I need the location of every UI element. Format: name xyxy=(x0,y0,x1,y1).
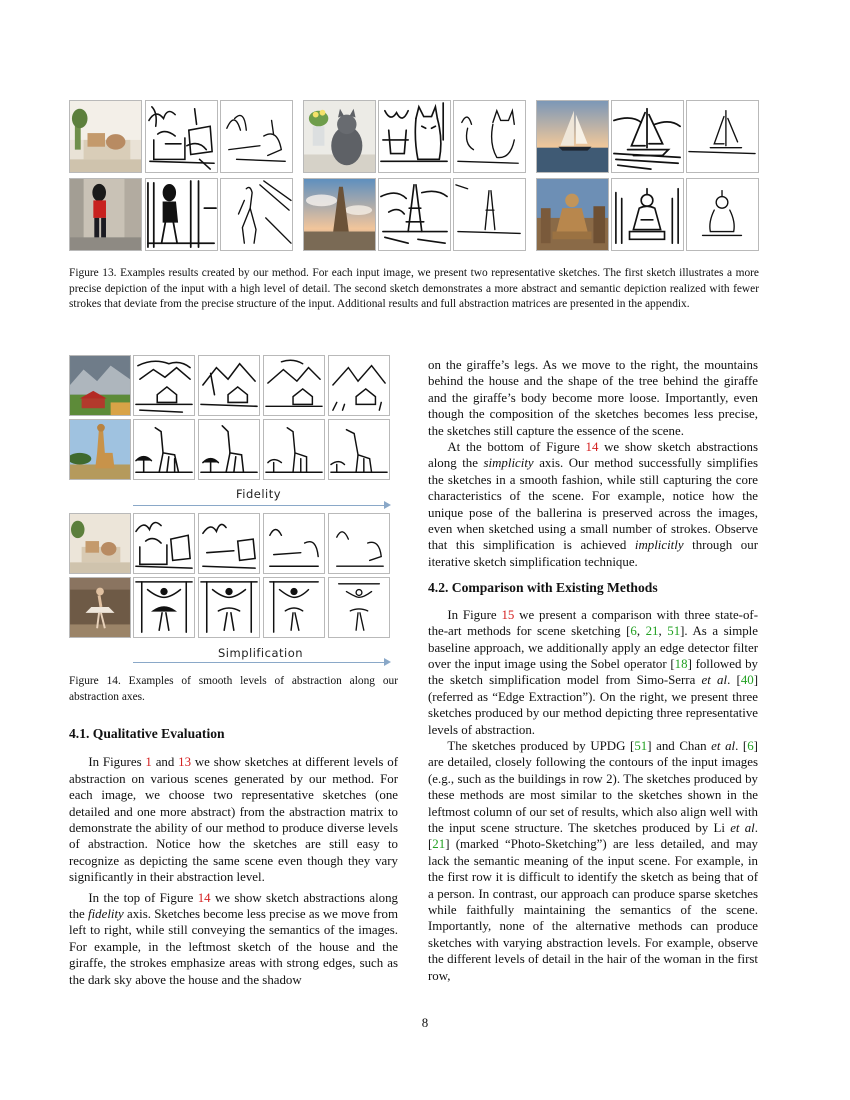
text: . [ xyxy=(428,820,758,852)
text: , xyxy=(636,624,646,639)
section-4-2-heading: 4.2. Comparison with Existing Methods xyxy=(428,580,658,596)
sketch-cat-abstract xyxy=(453,100,526,173)
sketch-ballerina-simplify-4 xyxy=(328,577,390,638)
text: In the top of Figure xyxy=(88,890,198,905)
figure-13-caption-label: Figure 13. xyxy=(69,267,117,279)
sketch-house-fidelity-4 xyxy=(328,355,390,416)
text: we show sketch abstractions along the xyxy=(69,890,398,922)
sketch-living-room-abstract xyxy=(220,100,293,173)
emphasis-et-al: et al xyxy=(701,673,728,688)
text: At the bottom of Figure xyxy=(447,440,586,455)
sketch-buddha-detailed xyxy=(611,178,684,251)
text: The sketches produced by UPDG [ xyxy=(447,738,635,753)
sketch-buddha-abstract xyxy=(686,178,759,251)
simplification-axis-label: Simplification xyxy=(218,646,304,660)
photo-guard xyxy=(69,178,142,251)
section-4-1-heading: 4.1. Qualitative Evaluation xyxy=(69,726,225,741)
sketch-giraffe-fidelity-2 xyxy=(198,419,260,480)
photo-living-room xyxy=(69,100,142,173)
citation-51[interactable]: 51 xyxy=(634,738,648,753)
figure-ref-15[interactable]: 15 xyxy=(501,607,515,622)
text: ]. As a simple baseline approach, we additionally apply an edge detector filter over the input image using the Sobel operator [ xyxy=(428,624,758,671)
emphasis-simplicity: simplicity xyxy=(483,456,534,471)
sketch-living-room-simplify-1 xyxy=(133,513,195,574)
sketch-guard-detailed xyxy=(145,178,218,251)
sketch-giraffe-fidelity-1 xyxy=(133,419,195,480)
sketch-giraffe-fidelity-4 xyxy=(328,419,390,480)
sketch-guard-abstract xyxy=(220,178,293,251)
paragraph-comparison-2 xyxy=(428,738,758,984)
emphasis-fidelity: fidelity xyxy=(87,907,124,922)
sketch-house-fidelity-2 xyxy=(198,355,260,416)
sketch-eiffel-abstract xyxy=(453,178,526,251)
text: and xyxy=(151,755,179,770)
text: In Figure xyxy=(447,607,502,622)
sketch-living-room-simplify-4 xyxy=(328,513,390,574)
figure-13-caption xyxy=(69,266,759,313)
sketch-sailboat-detailed xyxy=(611,100,684,173)
text: ] are detailed, closely following the contours of the input images (e.g., such as the buildings in row 2). The sketches produced by these methods are most similar to the sketches shown in the leftmost column of our set of results, which also align well with the input scene structure. The sketches produced by Li xyxy=(428,738,758,835)
text: axis. Our method successfully simplifies the sketches in a smooth fashion, while still capturing the core characteristics of the scene. For example, notice how the unique pose of the ballerina is preserved across the images, even when sketched using a small number of strokes. Observe that this simplification is achieved xyxy=(428,456,758,553)
emphasis-et-al: et al xyxy=(711,738,736,753)
sketch-sailboat-abstract xyxy=(686,100,759,173)
sketch-giraffe-fidelity-3 xyxy=(263,419,325,480)
figure-ref-13[interactable]: 13 xyxy=(178,755,192,770)
photo-buddha xyxy=(536,178,609,251)
emphasis-et-al: et al xyxy=(730,820,755,835)
paragraph-qualitative-1 xyxy=(69,754,398,885)
citation-6[interactable]: 6 xyxy=(630,624,637,639)
text: through our iterative sketch simplification technique. xyxy=(428,538,758,569)
photo-house xyxy=(69,355,131,416)
text: ] and Chan xyxy=(647,738,712,753)
text: we show sketches at different levels of abstraction on various scenes generated by our method. For each image, we choose two representative sketches (one detailed and one more abstract) from the abstraction matrix to demonstrate the ability of our method to produce diverse levels of abstraction. Notice how the sketches are still easy to recognize as depicting the same scene even though they vary significantly in their abstraction level. xyxy=(69,755,399,885)
figure-ref-14[interactable]: 14 xyxy=(585,440,599,455)
text: ] (referred as “Edge Extraction”). On the right, we present three sketches produced by our method depicting three representative levels of abstraction. xyxy=(428,673,758,737)
sketch-ballerina-simplify-3 xyxy=(263,577,325,638)
photo-living-room-small xyxy=(69,513,131,574)
paragraph-fidelity-continued: on the giraffe’s legs. As we move to the right, the mountains behind the house and the shape of the tree behind the giraffe and the giraffe’s body become more loose. Importantly, even though the composition of the sketches becomes less precise, the sketches still capture the essence of the scene. xyxy=(428,358,758,438)
text: . [ xyxy=(735,738,748,753)
right-column xyxy=(428,357,758,984)
emphasis-implicitly: implicitly xyxy=(634,538,684,553)
figure-13-caption-text: Examples results created by our method. For each input image, we present two representative sketches. The first sketch illustrates a more precise depiction of the input with a high level of detail. The second sketch demonstrates a more abstract and semantic depiction realized with fewer strokes that deviate from the precise structure of the input. Additional results and full abstraction matrices are presented in the appendix. xyxy=(69,267,759,311)
figure-ref-1[interactable]: 1 xyxy=(145,755,152,770)
paragraph-qualitative-2 xyxy=(69,890,398,988)
page-number: 8 xyxy=(421,1016,429,1030)
text: . [ xyxy=(727,673,741,688)
text: ] (marked “Photo-Sketching”) are less detailed, and may lack the semantic meaning of the input scene. For example, in the first row it is difficult to identify the sketch as being that of a person. In contrast, our approach can produce sparse sketches while faithfully maintaining the semantics of the scene. Importantly, none of the alternative methods can produce sketches with varying abstraction levels. For example, observe the different levels of detail in the hair of the woman in the first row, xyxy=(428,837,758,983)
simplification-arrow-head xyxy=(384,658,391,666)
citation-21[interactable]: 21 xyxy=(432,837,446,852)
photo-giraffe xyxy=(69,419,131,480)
figure-14-caption-text: Examples of smooth levels of abstraction along our abstraction axes. xyxy=(69,675,399,703)
sketch-eiffel-detailed xyxy=(378,178,451,251)
photo-eiffel-tower xyxy=(303,178,376,251)
fidelity-arrow xyxy=(133,505,385,506)
photo-sailboat xyxy=(536,100,609,173)
paragraph-comparison-1 xyxy=(428,607,758,738)
text: axis. Sketches become less precise as we move from left to right, while still conveying the semantics of the images. For example, in the leftmost sketch of the house and the giraffe, the strokes emphasize areas with strong edges, such as the dark sky above the house and the shadow xyxy=(69,907,398,987)
sketch-cat-detailed xyxy=(378,100,451,173)
text: ] followed by the sketch simplification model from Simo-Serra xyxy=(428,656,759,688)
citation-51[interactable]: 51 xyxy=(667,624,681,639)
figure-ref-14[interactable]: 14 xyxy=(197,890,211,905)
citation-18[interactable]: 18 xyxy=(674,656,688,671)
figure-14-caption-label: Figure 14. xyxy=(69,675,121,687)
citation-6[interactable]: 6 xyxy=(747,738,754,753)
sketch-living-room-simplify-3 xyxy=(263,513,325,574)
text: we present a comparison with three state-of-the-art methods for scene sketching [ xyxy=(428,607,758,639)
photo-cat xyxy=(303,100,376,173)
sketch-living-room-detailed xyxy=(145,100,218,173)
text: In Figures xyxy=(88,755,146,770)
text: we show sketch abstractions along the xyxy=(428,440,759,471)
figure-14-caption xyxy=(69,674,398,705)
sketch-ballerina-simplify-2 xyxy=(198,577,260,638)
fidelity-arrow-head xyxy=(384,501,391,509)
sketch-living-room-simplify-2 xyxy=(198,513,260,574)
sketch-house-fidelity-3 xyxy=(263,355,325,416)
text: , xyxy=(658,624,668,639)
sketch-ballerina-simplify-1 xyxy=(133,577,195,638)
paragraph-simplicity xyxy=(428,439,758,570)
fidelity-axis-label: Fidelity xyxy=(236,487,282,501)
sketch-house-fidelity-1 xyxy=(133,355,195,416)
left-column xyxy=(69,726,398,988)
photo-ballerina xyxy=(69,577,131,638)
citation-21[interactable]: 21 xyxy=(645,624,659,639)
simplification-arrow xyxy=(133,662,385,663)
citation-40[interactable]: 40 xyxy=(740,673,754,688)
